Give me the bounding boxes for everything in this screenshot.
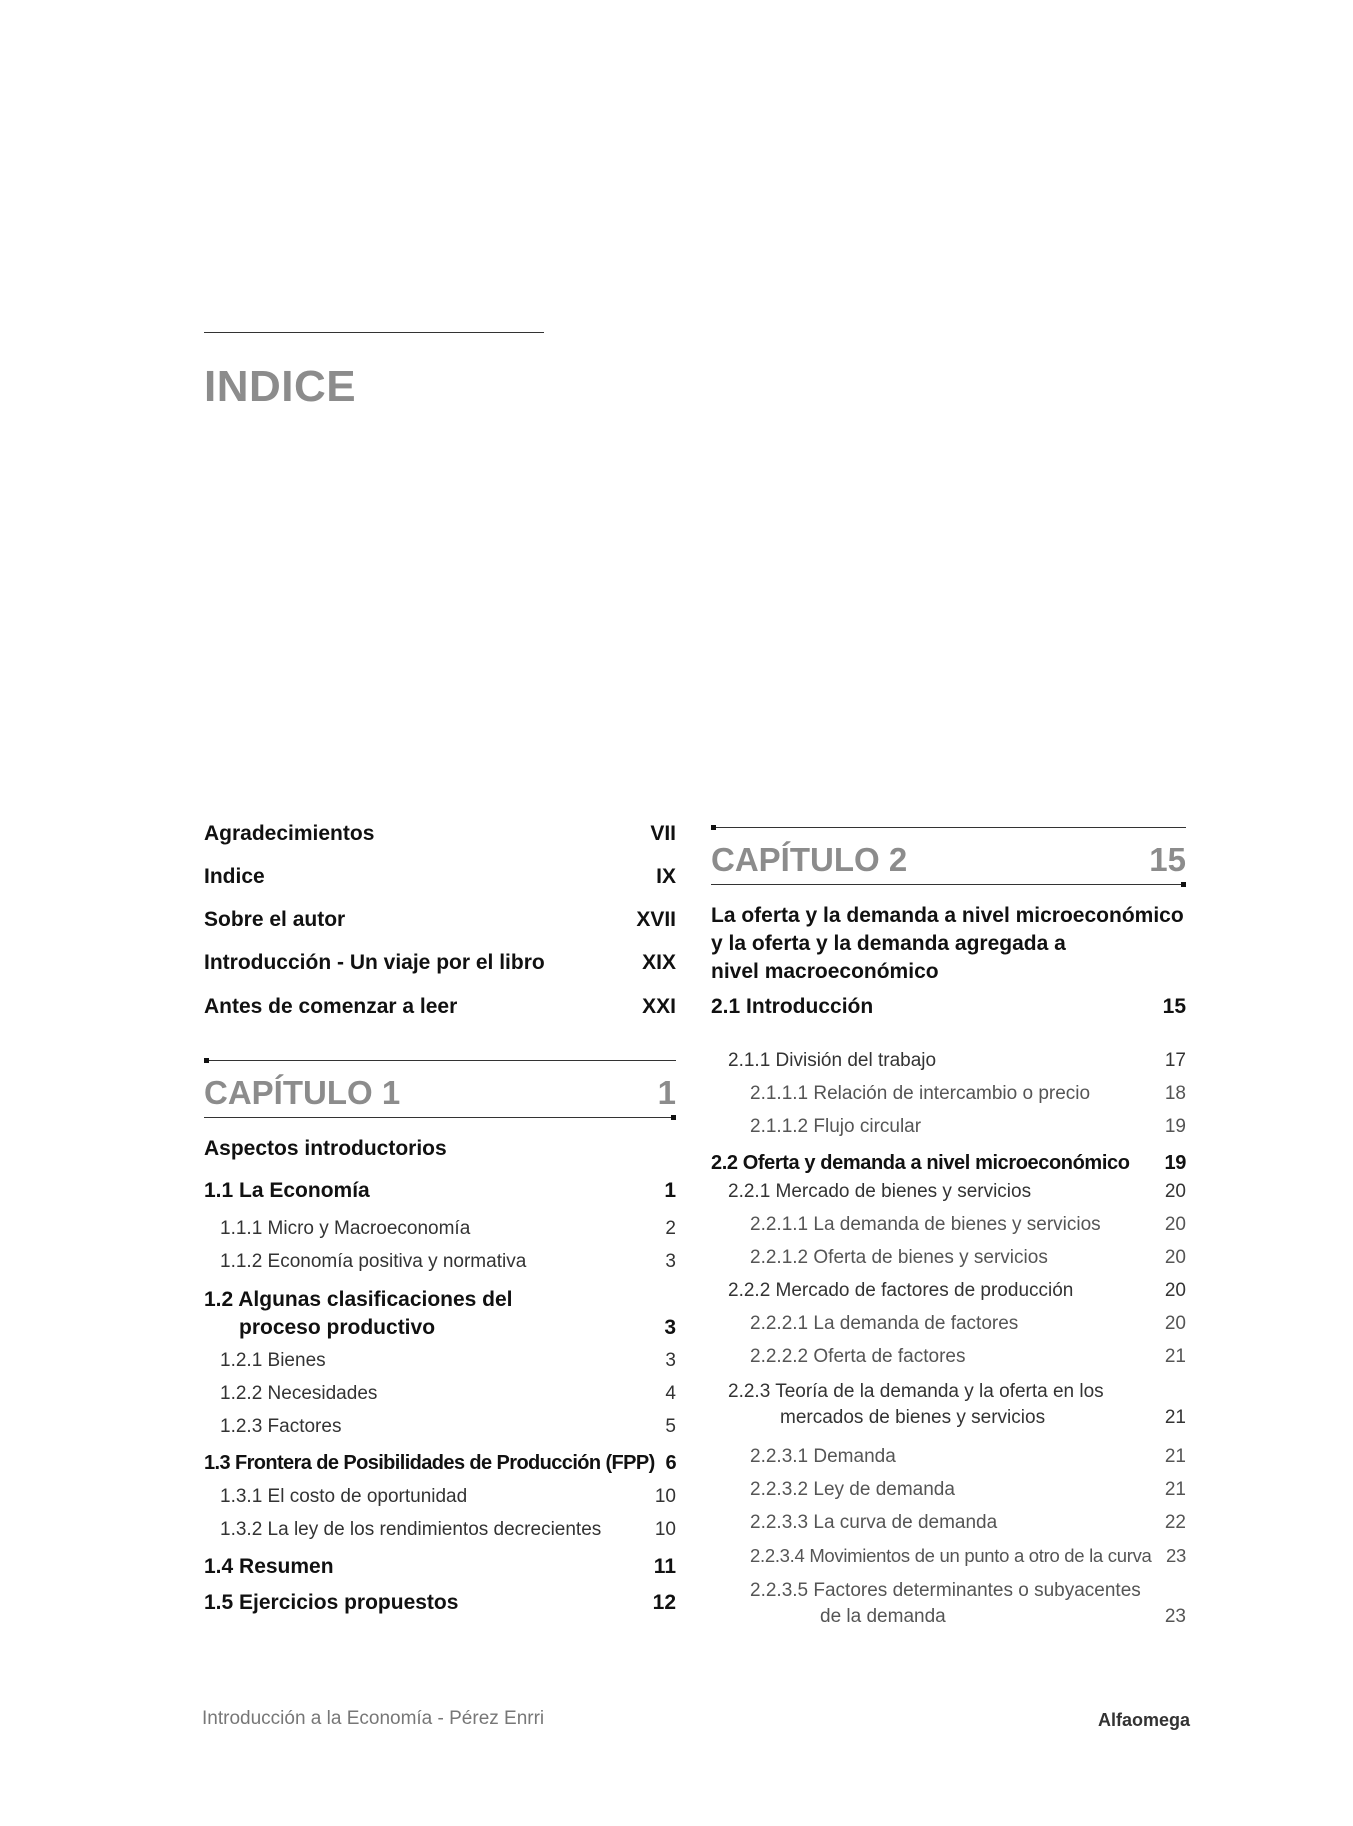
- toc-subsubsection-label: 2.2.3.1 Demanda: [750, 1446, 896, 1467]
- toc-subsection-page: 4: [665, 1383, 676, 1404]
- toc-subsection[interactable]: [728, 1379, 1186, 1431]
- toc-section-label: 1.2 Algunas clasificaciones del proceso productivo: [204, 1288, 513, 1339]
- toc-subsection[interactable]: [220, 1519, 676, 1541]
- toc-section[interactable]: [711, 995, 1186, 1019]
- toc-subsection-label: 2.2.1 Mercado de bienes y servicios: [728, 1181, 1032, 1202]
- toc-subsubsection-page: 23: [1166, 1545, 1186, 1566]
- toc-subsubsection-page: 19: [1164, 1116, 1186, 1137]
- toc-section[interactable]: [204, 1286, 676, 1342]
- toc-subsection[interactable]: [220, 1383, 676, 1405]
- toc-subsubsection-label: 2.1.1.2 Flujo circular: [750, 1116, 922, 1137]
- toc-subsubsection-label: 2.2.3.3 La curva de demanda: [750, 1512, 998, 1533]
- toc-subsection[interactable]: [220, 1251, 676, 1273]
- toc-subsubsection[interactable]: [750, 1313, 1186, 1335]
- toc-section[interactable]: [204, 1179, 676, 1203]
- toc-subsection-label: 1.1.1 Micro y Macroeconomía: [220, 1218, 471, 1239]
- toc-subsubsection[interactable]: [750, 1116, 1186, 1138]
- toc-entry[interactable]: [204, 865, 676, 889]
- toc-subsection[interactable]: [220, 1350, 676, 1372]
- toc-subsection-label: 1.2.1 Bienes: [220, 1350, 326, 1371]
- toc-section-page: 6: [665, 1452, 676, 1474]
- toc-subsection[interactable]: [728, 1280, 1186, 1302]
- toc-subsection-label: 1.2.3 Factores: [220, 1416, 342, 1437]
- chapter-rule-top: [204, 1060, 676, 1061]
- toc-subsubsection[interactable]: [750, 1578, 1186, 1630]
- toc-subsection-page: 3: [665, 1251, 676, 1272]
- toc-section[interactable]: [204, 1591, 676, 1615]
- toc-subsection[interactable]: [728, 1050, 1186, 1072]
- toc-subsubsection[interactable]: [750, 1346, 1186, 1368]
- toc-subsection-label: 1.1.2 Economía positiva y normativa: [220, 1251, 527, 1272]
- toc-subsection-page: 3: [665, 1350, 676, 1371]
- toc-subsubsection[interactable]: [750, 1083, 1186, 1105]
- toc-subsection-page: 10: [654, 1519, 676, 1540]
- toc-subsection-page: 5: [665, 1416, 676, 1437]
- toc-subsection-label: 1.2.2 Necesidades: [220, 1383, 378, 1404]
- chapter-2-heading-box: [711, 827, 1186, 889]
- toc-section-page: 12: [652, 1591, 676, 1614]
- toc-subsection-label: 1.3.1 El costo de oportunidad: [220, 1486, 468, 1507]
- title-rule: [204, 332, 544, 333]
- toc-section-page: 1: [664, 1179, 676, 1202]
- toc-subsubsection-page: 18: [1164, 1083, 1186, 1104]
- toc-section-page: 11: [653, 1555, 676, 1578]
- toc-subsubsection-label: 2.2.3.2 Ley de demanda: [750, 1479, 955, 1500]
- toc-subsection-label: 2.2.2 Mercado de factores de producción: [728, 1280, 1074, 1301]
- toc-entry-label: Agradecimientos: [204, 822, 375, 845]
- chapter-1-heading-box: [204, 1060, 676, 1122]
- toc-entry-label: Sobre el autor: [204, 908, 346, 931]
- toc-subsubsection-page: 20: [1164, 1247, 1186, 1268]
- toc-subsubsection-label: 2.2.3.4 Movimientos de un punto a otro de la curva: [750, 1545, 1152, 1566]
- toc-subsubsection-page: 23: [1164, 1606, 1186, 1627]
- toc-subsubsection[interactable]: [750, 1446, 1186, 1468]
- page-title: INDICE: [204, 362, 357, 411]
- toc-section-label: 1.3 Frontera de Posibilidades de Producción (FPP): [204, 1452, 655, 1474]
- toc-subsection-page: 17: [1164, 1050, 1186, 1071]
- toc-subsubsection-page: 21: [1164, 1479, 1186, 1500]
- toc-entry-page: VII: [650, 822, 676, 845]
- toc-entry[interactable]: [204, 951, 676, 975]
- footer-book-title: Introducción a la Economía - Pérez Enrri: [202, 1708, 545, 1729]
- chapter-1-subtitle: Aspectos introductorios: [204, 1137, 447, 1160]
- toc-entry-page: IX: [656, 865, 676, 888]
- toc-subsection-page: 10: [654, 1486, 676, 1507]
- toc-subsection[interactable]: [220, 1486, 676, 1508]
- toc-subsubsection-page: 21: [1164, 1346, 1186, 1367]
- toc-section-label: 1.4 Resumen: [204, 1555, 334, 1578]
- toc-subsubsection[interactable]: [750, 1247, 1186, 1269]
- toc-section-page: 15: [1162, 995, 1186, 1018]
- toc-entry-page: XVII: [636, 908, 676, 931]
- toc-subsubsection-label: 2.2.2.2 Oferta de factores: [750, 1346, 966, 1367]
- chapter-1-title: CAPÍTULO 1: [204, 1074, 401, 1111]
- toc-entry-label: Introducción - Un viaje por el libro: [204, 951, 545, 974]
- toc-subsubsection-page: 21: [1164, 1446, 1186, 1467]
- toc-entry-page: XXI: [642, 995, 676, 1018]
- toc-section-label: 1.1 La Economía: [204, 1179, 370, 1202]
- toc-subsubsection-label: 2.1.1.1 Relación de intercambio o precio: [750, 1083, 1091, 1104]
- toc-subsubsection-label: 2.2.3.5 Factores determinantes o subyacentes de la demanda: [750, 1580, 1141, 1627]
- toc-subsubsection-label: 2.2.1.2 Oferta de bienes y servicios: [750, 1247, 1048, 1268]
- toc-subsubsection[interactable]: [750, 1214, 1186, 1236]
- toc-entry[interactable]: [204, 908, 676, 932]
- toc-section-page: 19: [1164, 1152, 1186, 1174]
- toc-subsubsection-page: 20: [1164, 1214, 1186, 1235]
- toc-subsubsection[interactable]: [750, 1512, 1186, 1534]
- toc-section-page: 3: [664, 1316, 676, 1339]
- toc-subsection-label: 2.2.3 Teoría de la demanda y la oferta en los mercados de bienes y servicios: [728, 1381, 1104, 1428]
- toc-subsection[interactable]: [220, 1218, 676, 1240]
- chapter-2-page: 15: [1149, 841, 1186, 878]
- toc-subsection-label: 1.3.2 La ley de los rendimientos decrecientes: [220, 1519, 602, 1540]
- toc-subsubsection-label: 2.2.2.1 La demanda de factores: [750, 1313, 1019, 1334]
- toc-entry-label: Antes de comenzar a leer: [204, 995, 458, 1018]
- chapter-1-page: 1: [657, 1074, 676, 1111]
- toc-entry-page: XIX: [642, 951, 676, 974]
- toc-subsubsection-page: 22: [1164, 1512, 1186, 1533]
- toc-subsubsection-page: 20: [1164, 1313, 1186, 1334]
- toc-entry[interactable]: [204, 822, 676, 846]
- chapter-rule-bottom: [204, 1117, 676, 1118]
- toc-subsubsection[interactable]: [750, 1479, 1186, 1501]
- toc-entry-label: Indice: [204, 865, 265, 888]
- toc-section[interactable]: [204, 1452, 676, 1475]
- toc-section-label: 2.2 Oferta y demanda a nivel microeconómico: [711, 1152, 1130, 1174]
- toc-subsection[interactable]: [728, 1181, 1186, 1203]
- toc-section[interactable]: [711, 1152, 1186, 1175]
- chapter-rule-top: [711, 827, 1186, 828]
- chapter-rule-bottom: [711, 884, 1186, 885]
- chapter-1-heading[interactable]: [204, 1074, 676, 1112]
- toc-section-label: 1.5 Ejercicios propuestos: [204, 1591, 459, 1614]
- toc-entry[interactable]: [204, 995, 676, 1019]
- toc-section[interactable]: [204, 1555, 676, 1579]
- toc-subsection-page: 2: [665, 1218, 676, 1239]
- toc-subsection-page: 20: [1164, 1181, 1186, 1202]
- chapter-2-subtitle: La oferta y la demanda a nivel microeconómico y la oferta y la demanda agregada a nivel macroeconómico: [711, 904, 1184, 983]
- toc-section-label: 2.1 Introducción: [711, 995, 874, 1018]
- chapter-2-title: CAPÍTULO 2: [711, 841, 908, 878]
- footer-publisher: Alfaomega: [1097, 1710, 1190, 1730]
- toc-subsection-label: 2.1.1 División del trabajo: [728, 1050, 937, 1071]
- toc-subsection-page: 20: [1164, 1280, 1186, 1301]
- toc-subsubsection-label: 2.2.1.1 La demanda de bienes y servicios: [750, 1214, 1101, 1235]
- toc-subsection-page: 21: [1164, 1407, 1186, 1428]
- toc-subsection[interactable]: [220, 1416, 676, 1438]
- chapter-2-heading[interactable]: [711, 841, 1186, 879]
- toc-subsubsection[interactable]: [750, 1545, 1186, 1567]
